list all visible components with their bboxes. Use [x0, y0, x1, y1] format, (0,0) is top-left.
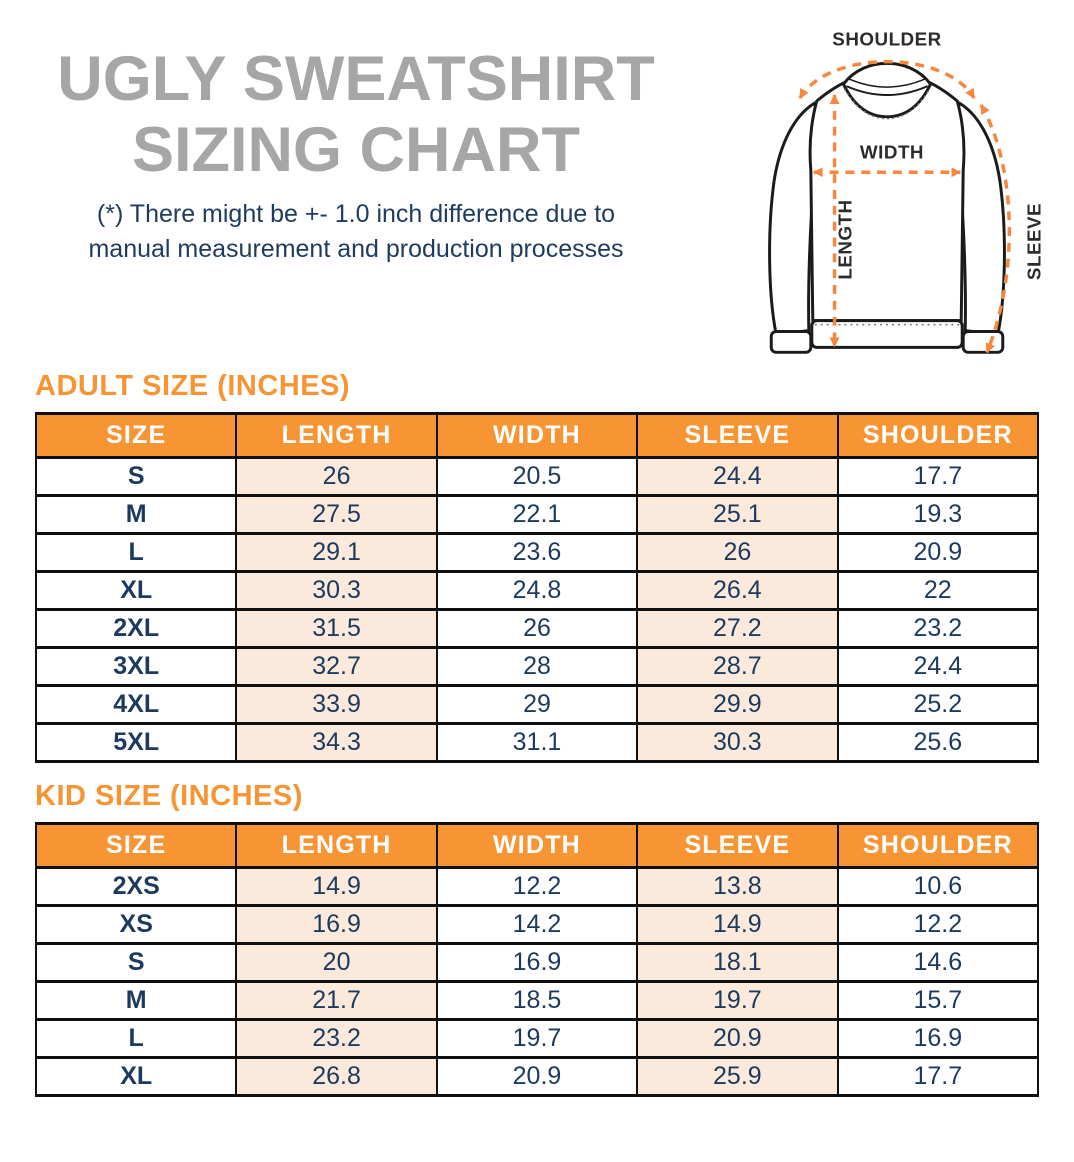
size-cell: XL [36, 572, 236, 610]
column-header-shoulder: SHOULDER [838, 414, 1038, 458]
sleeve-cell: 28.7 [637, 648, 837, 686]
shoulder-cell: 25.2 [838, 686, 1038, 724]
adult-size-table [35, 412, 1039, 763]
sleeve-cell: 24.4 [637, 458, 837, 496]
left-cuff [771, 332, 811, 353]
shoulder-cell: 25.6 [838, 724, 1038, 762]
width-cell: 16.9 [437, 944, 637, 982]
size-cell: XL [36, 1058, 236, 1096]
size-cell: L [36, 534, 236, 572]
length-cell: 30.3 [236, 572, 436, 610]
column-header-shoulder: SHOULDER [838, 824, 1038, 868]
shoulder-cell: 14.6 [838, 944, 1038, 982]
table-row [36, 458, 1038, 496]
width-cell: 19.7 [437, 1020, 637, 1058]
shoulder-cell: 17.7 [838, 458, 1038, 496]
table-row [36, 906, 1038, 944]
shoulder-cell: 22 [838, 572, 1038, 610]
table-row [36, 1020, 1038, 1058]
sleeve-cell: 25.1 [637, 496, 837, 534]
size-cell: 2XS [36, 868, 236, 906]
width-cell: 14.2 [437, 906, 637, 944]
table-row [36, 648, 1038, 686]
size-cell: S [36, 944, 236, 982]
width-label: WIDTH [859, 141, 924, 163]
header-section [0, 0, 1074, 368]
sleeve-cell: 26 [637, 534, 837, 572]
width-cell: 18.5 [437, 982, 637, 1020]
sweatshirt-illustration [712, 6, 1064, 382]
length-cell: 20 [236, 944, 436, 982]
table-row [36, 572, 1038, 610]
column-header-sleeve: SLEEVE [637, 414, 837, 458]
length-cell: 16.9 [236, 906, 436, 944]
kid-size-table [35, 822, 1039, 1097]
length-cell: 34.3 [236, 724, 436, 762]
size-cell: M [36, 496, 236, 534]
length-cell: 29.1 [236, 534, 436, 572]
width-cell: 12.2 [437, 868, 637, 906]
column-header-width: WIDTH [437, 824, 637, 868]
kid-size-heading: KID SIZE (INCHES) [35, 780, 303, 812]
size-cell: 3XL [36, 648, 236, 686]
column-header-sleeve: SLEEVE [637, 824, 837, 868]
title-block [0, 0, 712, 368]
shoulder-cell: 20.9 [838, 534, 1038, 572]
column-header-length: LENGTH [236, 414, 436, 458]
sleeve-cell: 13.8 [637, 868, 837, 906]
right-cuff [963, 332, 1003, 353]
size-cell: S [36, 458, 236, 496]
length-cell: 31.5 [236, 610, 436, 648]
shoulder-cell: 16.9 [838, 1020, 1038, 1058]
table-row [36, 686, 1038, 724]
length-cell: 26.8 [236, 1058, 436, 1096]
table-row [36, 534, 1038, 572]
kid-header-row [36, 824, 1038, 868]
size-cell: L [36, 1020, 236, 1058]
sleeve-cell: 29.9 [637, 686, 837, 724]
sleeve-cell: 26.4 [637, 572, 837, 610]
adult-size-heading: ADULT SIZE (INCHES) [35, 370, 351, 402]
width-cell: 20.9 [437, 1058, 637, 1096]
shoulder-cell: 12.2 [838, 906, 1038, 944]
width-cell: 31.1 [437, 724, 637, 762]
sweatshirt-diagram [712, 0, 1074, 368]
adult-header-row [36, 414, 1038, 458]
size-cell: 2XL [36, 610, 236, 648]
width-cell: 26 [437, 610, 637, 648]
size-cell: XS [36, 906, 236, 944]
shoulder-label: SHOULDER [832, 28, 942, 50]
shoulder-cell: 24.4 [838, 648, 1038, 686]
sleeve-cell: 19.7 [637, 982, 837, 1020]
table-row [36, 496, 1038, 534]
measurement-note-line2: manual measurement and production processes [88, 234, 624, 263]
table-row [36, 1058, 1038, 1096]
sleeve-cell: 18.1 [637, 944, 837, 982]
sleeve-cell: 20.9 [637, 1020, 837, 1058]
size-cell: 5XL [36, 724, 236, 762]
length-cell: 21.7 [236, 982, 436, 1020]
column-header-width: WIDTH [437, 414, 637, 458]
column-header-size: SIZE [36, 824, 236, 868]
width-cell: 20.5 [437, 458, 637, 496]
table-row [36, 724, 1038, 762]
column-header-size: SIZE [36, 414, 236, 458]
sleeve-cell: 14.9 [637, 906, 837, 944]
table-row [36, 610, 1038, 648]
sleeve-cell: 27.2 [637, 610, 837, 648]
length-cell: 23.2 [236, 1020, 436, 1058]
shoulder-cell: 23.2 [838, 610, 1038, 648]
width-cell: 22.1 [437, 496, 637, 534]
table-row [36, 868, 1038, 906]
shoulder-cell: 15.7 [838, 982, 1038, 1020]
page-title-line1: UGLY SWEATSHIRT [57, 44, 655, 114]
measurement-note [0, 197, 712, 266]
shoulder-cell: 10.6 [838, 868, 1038, 906]
length-cell: 33.9 [236, 686, 436, 724]
width-cell: 29 [437, 686, 637, 724]
measurement-note-line1: (*) There might be +- 1.0 inch difference due to [96, 200, 616, 229]
length-cell: 26 [236, 458, 436, 496]
length-cell: 32.7 [236, 648, 436, 686]
size-cell: M [36, 982, 236, 1020]
length-label: LENGTH [834, 199, 856, 280]
column-header-length: LENGTH [236, 824, 436, 868]
page-title-line2: SIZING CHART [132, 114, 580, 185]
width-cell: 23.6 [437, 534, 637, 572]
length-cell: 27.5 [236, 496, 436, 534]
sleeve-cell: 30.3 [637, 724, 837, 762]
table-row [36, 944, 1038, 982]
size-cell: 4XL [36, 686, 236, 724]
length-cell: 14.9 [236, 868, 436, 906]
width-cell: 24.8 [437, 572, 637, 610]
width-cell: 28 [437, 648, 637, 686]
shoulder-cell: 17.7 [838, 1058, 1038, 1096]
shoulder-cell: 19.3 [838, 496, 1038, 534]
sleeve-label: SLEEVE [1023, 202, 1045, 281]
table-row [36, 982, 1038, 1020]
sleeve-cell: 25.9 [637, 1058, 837, 1096]
